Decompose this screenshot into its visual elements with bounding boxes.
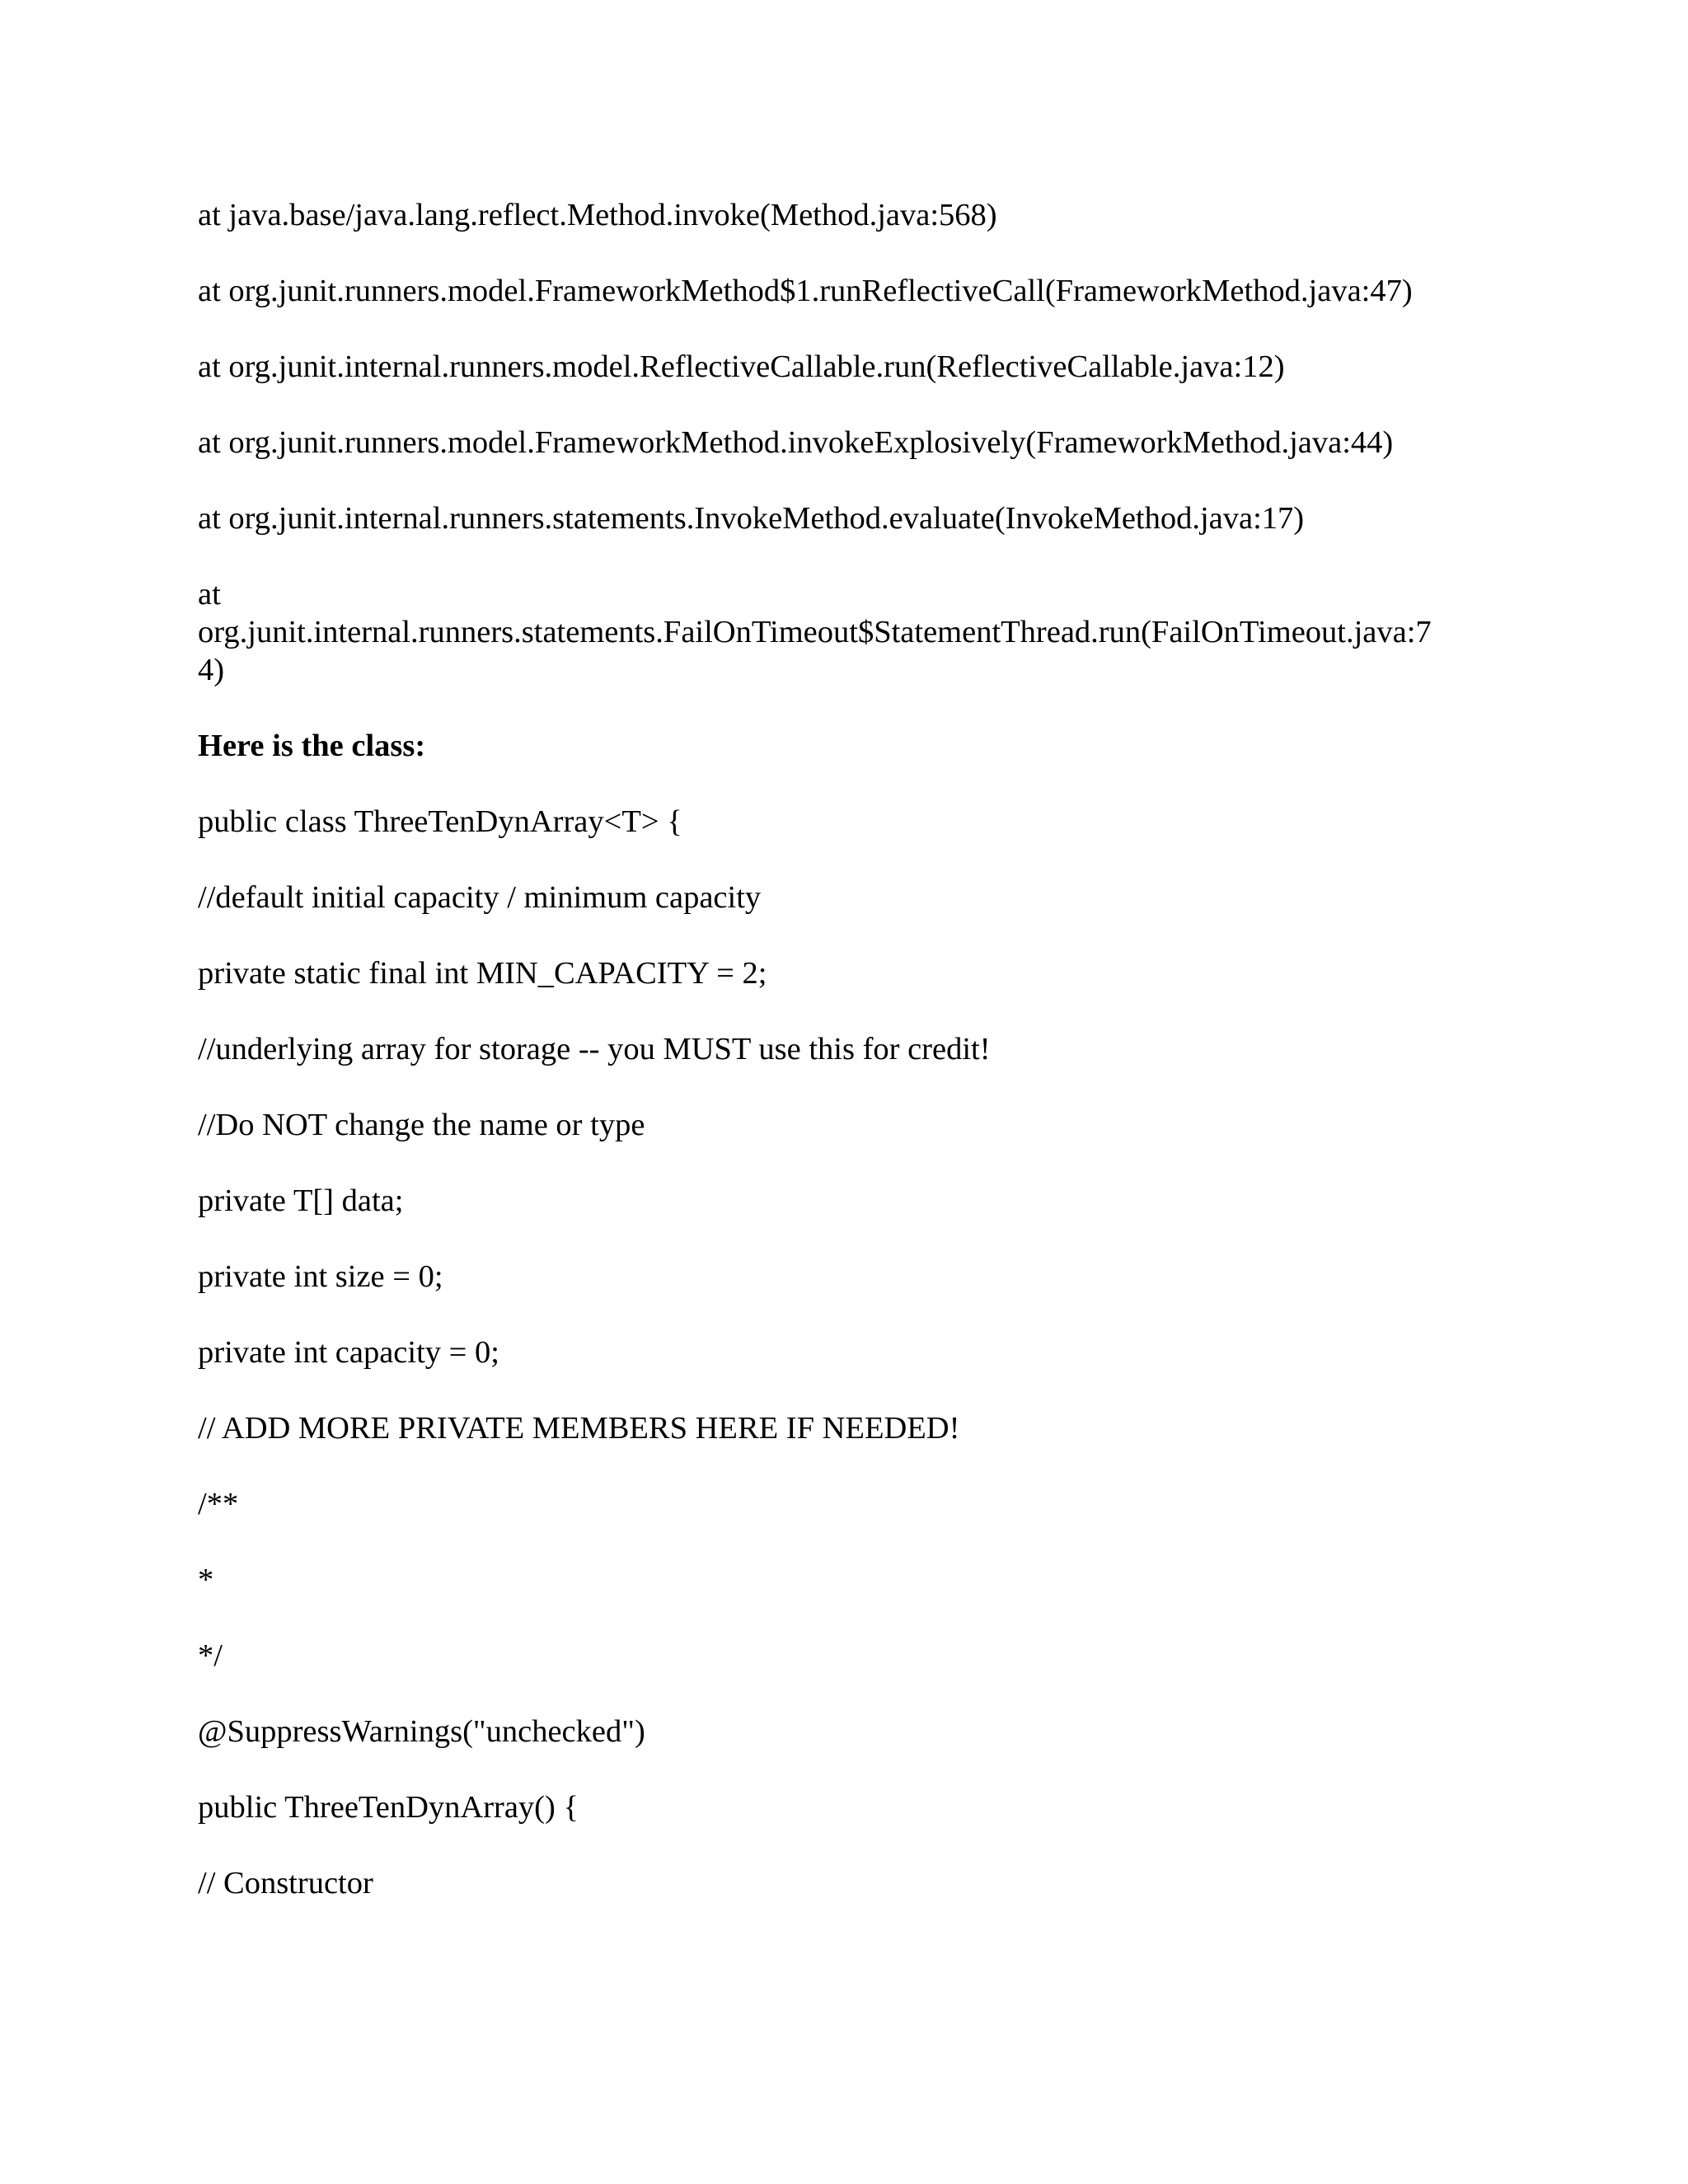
code-line: //underlying array for storage -- you MUST use this for credit! <box>198 1032 991 1066</box>
code-line: private static final int MIN_CAPACITY = 2; <box>198 956 767 991</box>
stack-trace-line: at org.junit.runners.model.FrameworkMethod.invokeExplosively(FrameworkMethod.java:44) <box>198 425 1394 460</box>
stack-trace-line: at org.junit.internal.runners.statements.InvokeMethod.evaluate(InvokeMethod.java:17) <box>198 501 1305 536</box>
document-body <box>198 196 1500 1902</box>
stack-trace-line-part: 4) <box>198 653 225 687</box>
code-line: //default initial capacity / minimum capacity <box>198 880 762 915</box>
stack-trace-line: at org.junit.internal.runners.model.ReflectiveCallable.run(ReflectiveCallable.java:12) <box>198 349 1285 384</box>
code-line: // Constructor <box>198 1866 373 1900</box>
code-line: private int size = 0; <box>198 1259 443 1294</box>
code-line: public class ThreeTenDynArray<T> { <box>198 804 682 839</box>
code-line: * <box>198 1563 214 1597</box>
stack-trace-line: at java.base/java.lang.reflect.Method.invoke(Method.java:568) <box>198 198 997 232</box>
code-line: @SuppressWarnings("unchecked") <box>198 1714 645 1749</box>
stack-trace-line: at org.junit.runners.model.FrameworkMethod$1.runReflectiveCall(FrameworkMethod.java:47) <box>198 274 1413 308</box>
stack-trace-line-part: org.junit.internal.runners.statements.FailOnTimeout$StatementThread.run(FailOnTimeout.java:7 <box>198 615 1432 649</box>
code-line: /** <box>198 1487 239 1521</box>
stack-trace-wrapped-line <box>198 575 1500 689</box>
code-line: //Do NOT change the name or type <box>198 1108 645 1142</box>
code-line: // ADD MORE PRIVATE MEMBERS HERE IF NEEDED! <box>198 1411 960 1446</box>
code-line: private int capacity = 0; <box>198 1335 499 1370</box>
stack-trace-line-part: at <box>198 577 221 612</box>
code-line: */ <box>198 1638 223 1673</box>
code-line: private T[] data; <box>198 1183 404 1218</box>
section-heading: Here is the class: <box>198 729 426 763</box>
code-line: public ThreeTenDynArray() { <box>198 1790 579 1825</box>
